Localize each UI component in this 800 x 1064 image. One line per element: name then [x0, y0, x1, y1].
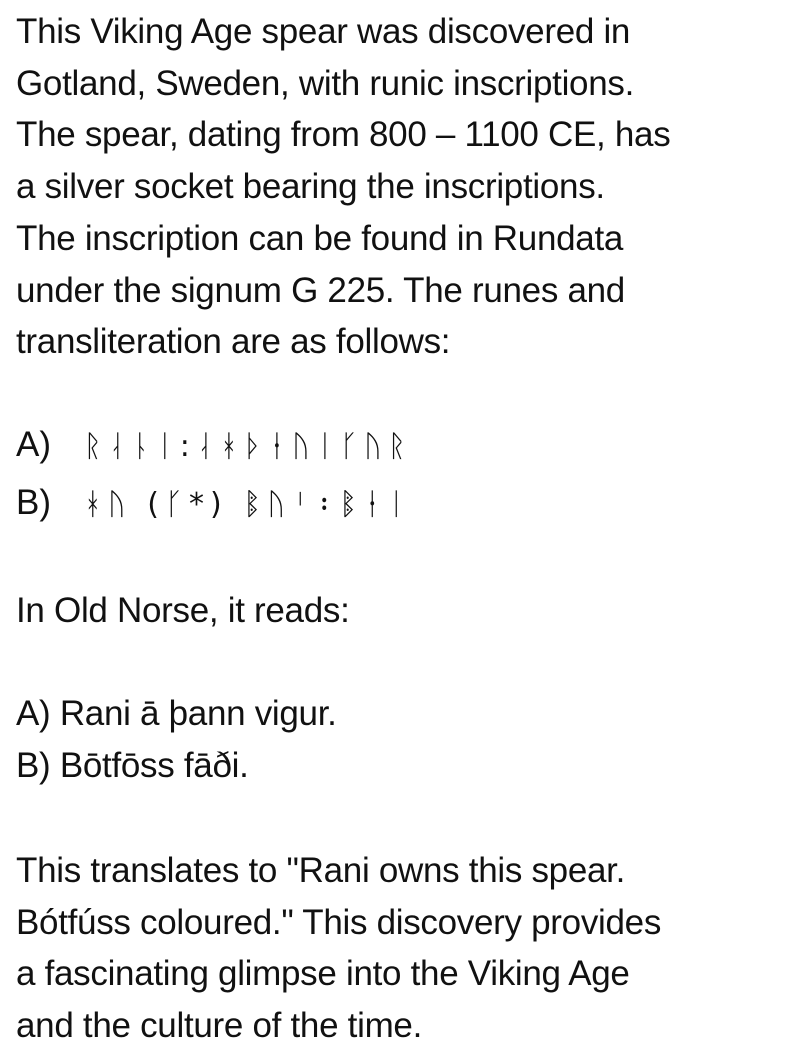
intro-line: This Viking Age spear was discovered in — [16, 12, 631, 51]
rune-line-a — [16, 419, 786, 473]
translation-line: Bótfúss coloured." This discovery provides — [16, 902, 662, 942]
old-norse-heading: In Old Norse, it reads: — [16, 591, 350, 630]
translation-line: This translates to "Rani owns this spear. — [16, 851, 626, 890]
old-norse-line-a: A) Rani ā þann vigur. — [16, 694, 337, 733]
intro-line: transliteration are as follows: — [16, 322, 451, 362]
translation-line: and the culture of the time. — [16, 1006, 423, 1046]
intro-line: The spear, dating from 800 – 1100 CE, has — [16, 115, 671, 155]
intro-line: The inscription can be found in Rundata — [16, 218, 624, 258]
rune-text-a: ᚱᛆᚿᛁ:ᛆᚼᚦᚽᚢᛁᚴᚢᚱ — [83, 429, 412, 464]
intro-line: Gotland, Sweden, with runic inscriptions. — [16, 63, 635, 103]
intro-line: under the signum G 225. The runes and — [16, 270, 625, 310]
old-norse-line-b: B) Bōtfōss fāði. — [16, 746, 249, 785]
intro-line: a silver socket bearing the inscriptions. — [16, 167, 605, 207]
rune-line-b — [16, 477, 786, 531]
rune-label-a: A) — [16, 425, 51, 464]
translation-paragraph — [16, 845, 786, 1052]
intro-paragraph — [16, 6, 786, 368]
translation-line: a fascinating glimpse into the Viking Age — [16, 954, 630, 994]
rune-text-b: ᚼᚢ (ᚴ*) ᛔᚢᛌ᛬ᛔᚽᛁ — [83, 487, 412, 522]
rune-label-b: B) — [16, 483, 51, 522]
